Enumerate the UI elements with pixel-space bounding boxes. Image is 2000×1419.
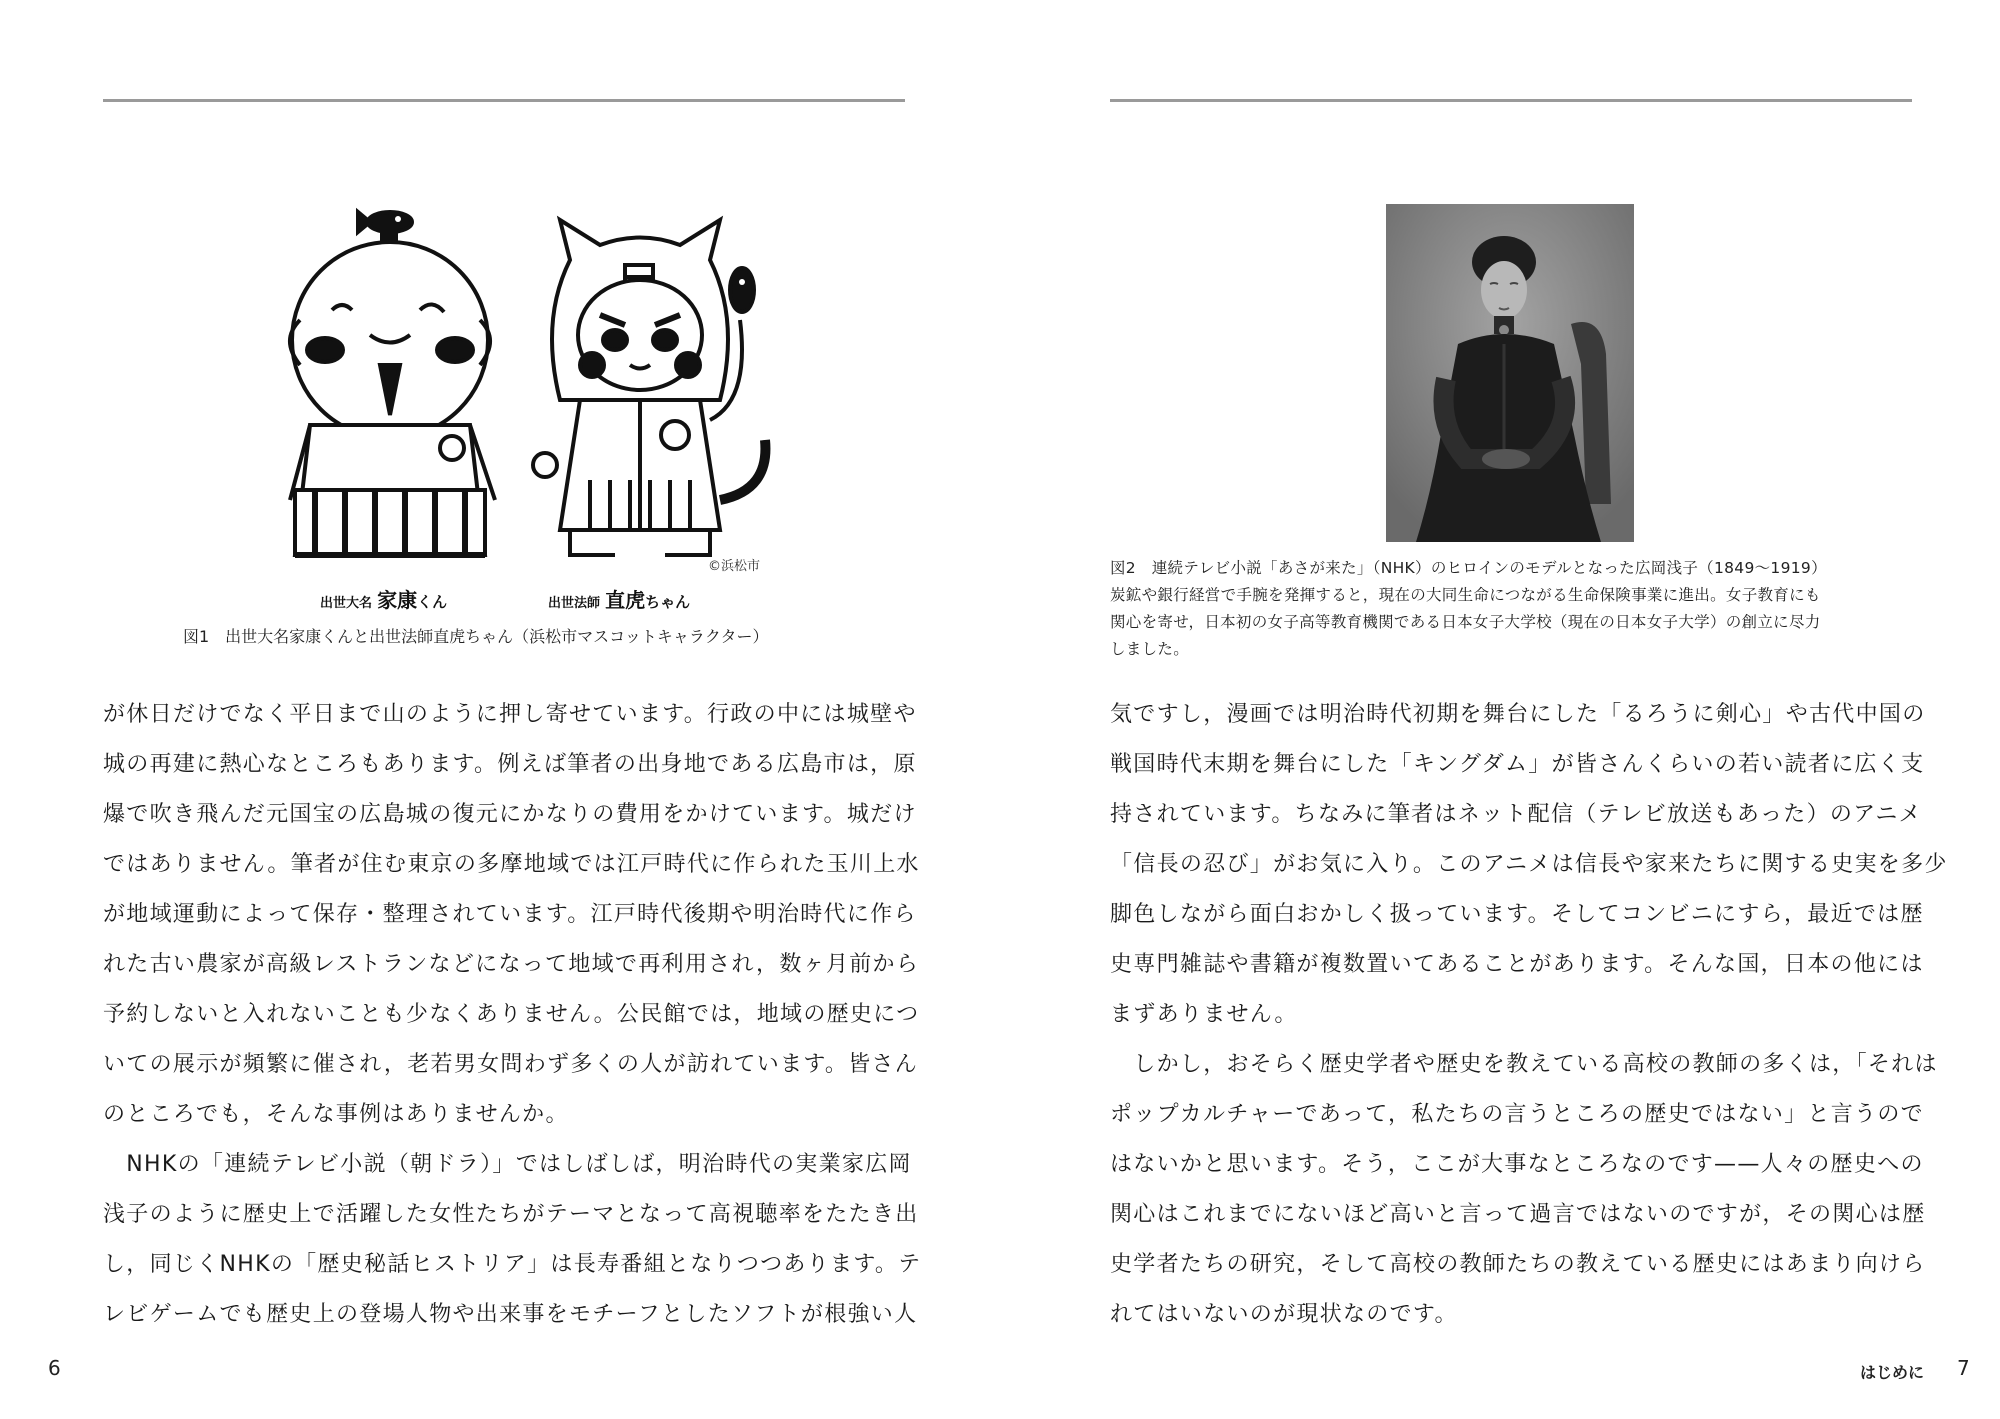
text-line: し，同じくNHKの「歴史秘話ヒストリア」は長寿番組となりつつあります。テ: [103, 1252, 922, 1277]
ieyasu-name-label: [320, 584, 447, 613]
text-line: 関心はこれまでにないほど高いと言って過言ではないのですが，その関心は歴: [1110, 1202, 1926, 1227]
naotora-name: 直虎: [605, 588, 646, 612]
text-line: れた古い農家が高級レストランなどになって地域で再利用され，数ヶ月前から: [103, 952, 920, 977]
ieyasu-kun-mascot: [290, 212, 495, 555]
text-line: はないかと思います。そう，ここが大事なところなのです——人々の歴史への: [1110, 1152, 1924, 1177]
ieyasu-title-prefix: 出世大名: [320, 596, 373, 611]
page-number-right: 7: [1957, 1356, 1970, 1380]
right-page-body: [1110, 690, 1948, 1340]
ieyasu-suffix: くん: [417, 593, 448, 611]
text-line: 気ですし，漫画では明治時代初期を舞台にした「るろうに剣心」や古代中国の: [1110, 702, 1926, 727]
naotora-chan-mascot: [533, 220, 765, 555]
text-line: 史学者たちの研究，そして高校の教師たちの教えている歴史にはあまり向けら: [1110, 1252, 1926, 1277]
text-line: 史専門雑誌や書籍が複数置いてあることがあります。そんな国，日本の他には: [1110, 952, 1924, 977]
caption-line: しました。: [1110, 640, 1190, 658]
text-line: いての展示が頻繁に催され，老若男女問わず多くの人が訪れています。皆さん: [103, 1052, 919, 1077]
text-line: れてはいないのが現状なのです。: [1110, 1302, 1458, 1327]
figure-2-caption: [1110, 555, 1912, 663]
text-line: まずありません。: [1110, 1002, 1298, 1027]
figure-1-credit: ©浜松市: [708, 559, 761, 574]
text-line: 「信長の忍び」がお気に入り。このアニメは信長や家来たちに関する史実を多少: [1110, 852, 1948, 877]
text-line: が休日だけでなく平日まで山のように押し寄せています。行政の中には城壁や: [103, 702, 917, 727]
text-line: 城の再建に熱心なところもあります。例えば筆者の出身地である広島市は，原: [103, 752, 917, 777]
text-line: 予約しないと入れないことも少なくありません。公民館では，地域の歴史につ: [103, 1002, 920, 1027]
right-header-rule: [1110, 99, 1912, 102]
naotora-name-label: [548, 584, 690, 613]
text-line: 戦国時代末期を舞台にした「キングダム」が皆さんくらいの若い読者に広く支: [1110, 752, 1925, 777]
text-line: 持されています。ちなみに筆者はネット配信（テレビ放送もあった）のアニメ: [1110, 802, 1922, 827]
caption-line: 関心を寄せ，日本初の女子高等教育機関である日本女子大学校（現在の日本女子大学）の創立に尽力: [1110, 613, 1821, 631]
page-number-left: 6: [48, 1356, 61, 1380]
ieyasu-name: 家康: [377, 588, 418, 612]
text-line: レビゲームでも歴史上の登場人物や出来事をモチーフとしたソフトが根強い人: [103, 1302, 918, 1327]
figure-1-caption: 図1 出世大名家康くんと出世法師直虎ちゃん（浜松市マスコットキャラクター）: [183, 627, 769, 646]
text-line: ではありません。筆者が住む東京の多摩地域では江戸時代に作られた玉川上水: [103, 852, 920, 877]
text-line: しかし，おそらく歴史学者や歴史を教えている高校の教師の多くは，「それは: [1110, 1052, 1938, 1077]
figure-1-illustration: [270, 200, 790, 580]
text-line: 爆で吹き飛んだ元国宝の広島城の復元にかなりの費用をかけています。城だけ: [103, 802, 917, 827]
caption-line: 図2 連続テレビ小説「あさが来た」（NHK）のヒロインのモデルとなった広岡浅子（1849〜1919）: [1110, 559, 1827, 577]
text-line: NHKの「連続テレビ小説（朝ドラ）」ではしばしば，明治時代の実業家広岡: [103, 1152, 912, 1177]
running-head: はじめに: [1860, 1363, 1925, 1382]
naotora-title-prefix: 出世法師: [548, 596, 601, 611]
left-page-body: [103, 690, 922, 1340]
text-line: ポップカルチャーであって，私たちの言うところの歴史ではない」と言うので: [1110, 1102, 1924, 1127]
portrait-photo: [1386, 204, 1634, 542]
naotora-suffix: ちゃん: [645, 593, 691, 611]
mascot-illustration: [270, 200, 790, 580]
caption-line: 炭鉱や銀行経営で手腕を発揮すると，現在の大同生命につながる生命保険事業に進出。女子教育にも: [1110, 586, 1821, 604]
text-line: 浅子のように歴史上で活躍した女性たちがテーマとなって高視聴率をたたき出: [103, 1202, 919, 1227]
figure-2-portrait-photo: [1386, 204, 1634, 542]
text-line: が地域運動によって保存・整理されています。江戸時代後期や明治時代に作ら: [103, 902, 917, 927]
text-line: のところでも，そんな事例はありませんか。: [103, 1102, 569, 1127]
text-line: 脚色しながら面白おかしく扱っています。そしてコンビニにすら，最近では歴: [1110, 902, 1924, 927]
left-header-rule: [103, 99, 905, 102]
